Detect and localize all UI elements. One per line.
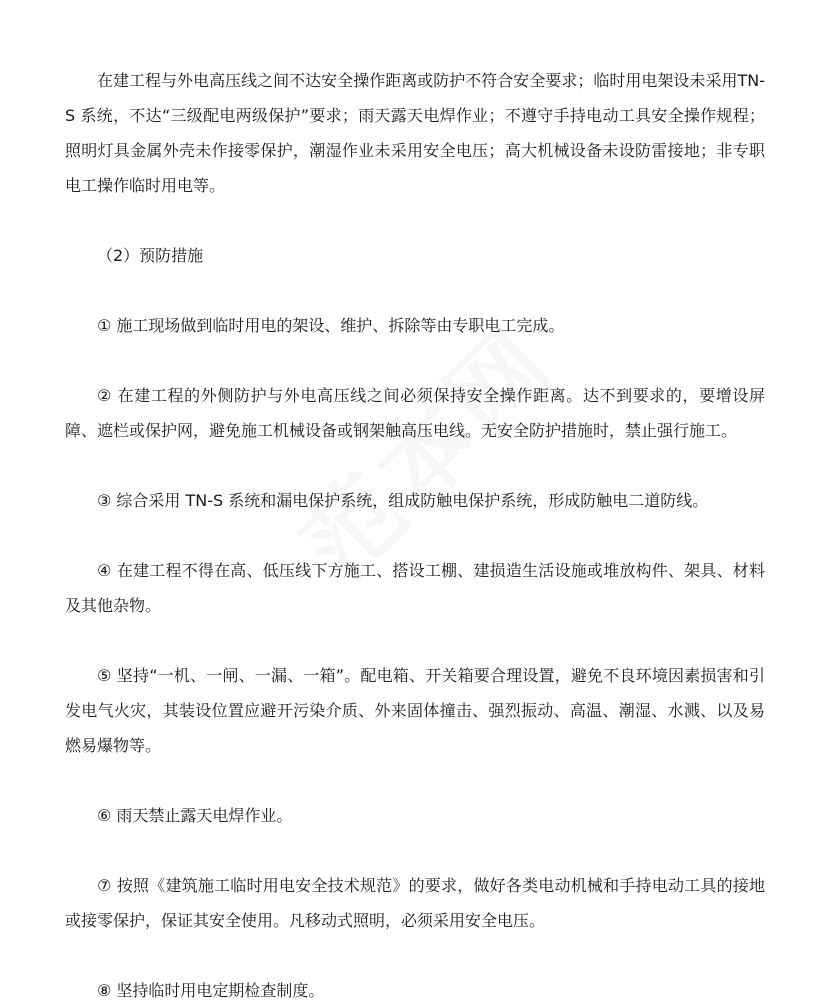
document-body [65, 63, 765, 1008]
spacer [65, 273, 765, 308]
measure-item-8: ⑧ 坚持临时用电定期检查制度。 [97, 981, 325, 1000]
section-heading: （2）预防措施 [97, 246, 204, 265]
measure-item-7: ⑦ 按照《建筑施工临时用电安全技术规范》的要求，做好各类电动机械和手持电动工具的接地或接零保护，保证其安全使用。凡移动式照明，必须采用安全电压。 [65, 876, 765, 930]
spacer [65, 623, 765, 658]
measure-item-5: ⑤ 坚持“一机、一闸、一漏、一箱”。配电箱、开关箱要合理设置，避免不良环境因素损害和引发电气火灾，其装设位置应避开污染介质、外来固体撞击、强烈振动、高温、潮湿、水溅、以及易燃易爆物等。 [65, 666, 765, 755]
measure-item-2: ② 在建工程的外侧防护与外电高压线之间必须保持安全操作距离。达不到要求的，要增设屏障、遮栏或保护网，避免施工机械设备或钢架触高压电线。无安全防护措施时，禁止强行施工。 [65, 386, 765, 440]
spacer [65, 763, 765, 798]
measure-item-1: ① 施工现场做到临时用电的架设、维护、拆除等由专职电工完成。 [97, 316, 565, 335]
spacer [65, 203, 765, 238]
measure-item-4: ④ 在建工程不得在高、低压线下方施工、搭设工棚、建损造生活设施或堆放构件、架具、材料及其他杂物。 [65, 561, 765, 615]
measure-item-6: ⑥ 雨天禁止露天电焊作业。 [97, 806, 293, 825]
spacer [65, 833, 765, 868]
measure-item-3: ③ 综合采用 TN-S 系统和漏电保护系统，组成防触电保护系统，形成防触电二道防线。 [97, 491, 709, 510]
spacer [65, 343, 765, 378]
spacer [65, 938, 765, 973]
spacer [65, 518, 765, 553]
intro-paragraph: 在建工程与外电高压线之间不达安全操作距离或防护不符合安全要求；临时用电架设未采用TN-S 系统，不达“三级配电两级保护”要求；雨天露天电焊作业；不遵守手持电动工具安全操作规程；照明灯具金属外壳未作接零保护，潮湿作业未采用安全电压；高大机械设备未设防雷接地；非专职电工操作临时用电等。 [65, 71, 765, 195]
spacer [65, 448, 765, 483]
